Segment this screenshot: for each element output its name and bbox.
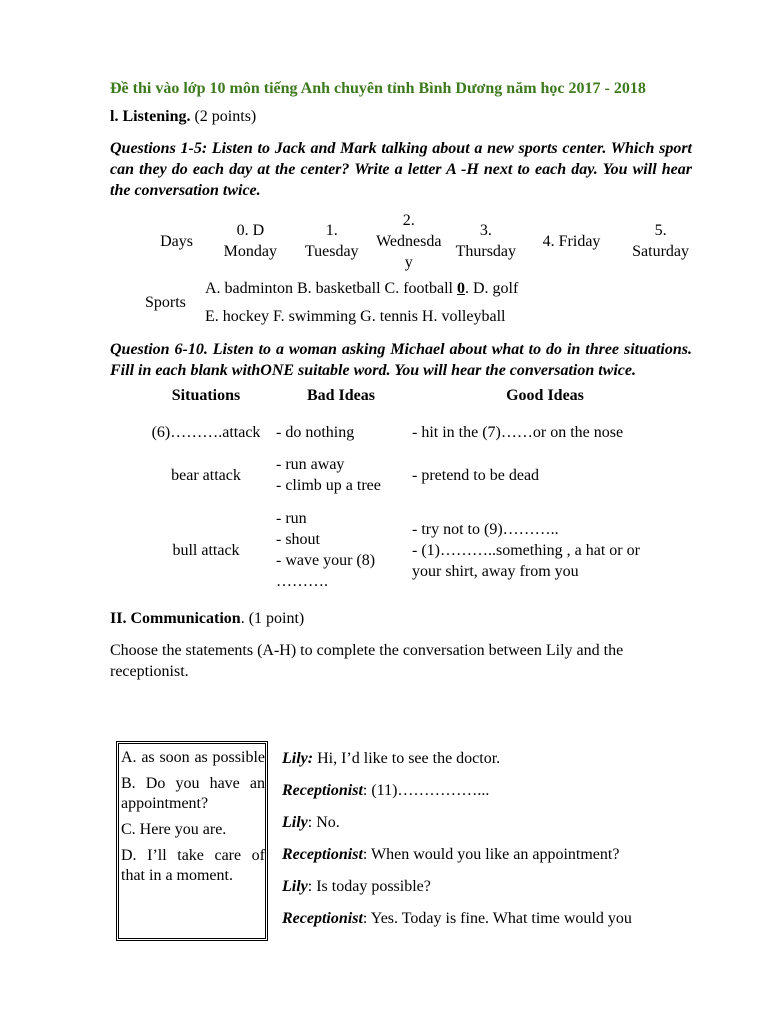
section-listening-heading: l. Listening. (2 points) [110,108,257,125]
good-ideas-cell: - try not to (9)……….. - (1)………..something , a hat or or your shirt, away from you [412,520,640,580]
situation-cell: bull attack [172,541,240,559]
bad-ideas-cell: - run away - climb up a tree [276,456,381,494]
sports-list: A. badminton B. basketball C. football 0. D. golf E. hockey F. swimming G. tennis H. volleyball [205,280,519,325]
dialog-line: Receptionist: When would you like an appointment? [282,846,620,863]
good-ideas-cell: - pretend to be dead [412,466,540,484]
header-good-ideas: Good Ideas [506,387,584,404]
situation-cell: (6)……….attack [151,423,261,441]
questions-6-10-instructions: Question 6-10. Listen to a woman asking Michael about what to do in three situations. Fill in each blank withONE suitable word. You will hear the conversation twice. [110,341,692,379]
day-cell: 0. D Monday [223,222,277,260]
sports-table [144,277,519,329]
section-communication-heading: II. Communication. (1 point) [110,610,305,627]
day-cell: 5. Saturday [632,222,689,260]
day-cell: 4. Friday [542,232,601,250]
dialog-line: Lily: No. [282,814,340,831]
day-cell: 3. Thursday [455,222,517,260]
option-c: C. Here you are. [121,821,227,838]
situations-table [140,385,680,598]
day-cell: 2. Wednesda y [376,211,442,271]
questions-1-5-instructions: Questions 1-5: Listen to Jack and Mark talking about a new sports center. Which sport can they do each day at the center? Write a letter A -H next to each day. You will hear the conversation twice. [110,140,692,199]
conversation [282,748,702,940]
option-b: B. Do you have an appointment? [121,775,265,812]
good-ideas-cell: - hit in the (7)……or on the nose [412,423,624,441]
exam-page [110,78,692,692]
dialog-line: Receptionist: Yes. Today is fine. What time would you [282,910,632,927]
header-situations: Situations [171,387,241,404]
sports-label: Sports [145,294,186,311]
option-a: A. as soon as possible [121,749,265,766]
day-cell: 1. Tuesday [304,222,359,260]
communication-instructions: Choose the statements (A-H) to complete the conversation between Lily and the receptionist. [110,642,624,680]
bad-ideas-cell: - run - shout - wave your (8) ………. [276,510,376,590]
option-d: D. I’ll take care of that in a moment. [121,847,265,884]
dialog-line: Lily: Hi, I’d like to see the doctor. [282,750,501,767]
days-label: Days [160,232,193,250]
days-table [144,209,704,273]
dialog-line: Lily: Is today possible? [282,878,431,895]
dialog-line: Receptionist: (11)……………... [282,782,490,799]
bad-ideas-cell: - do nothing [276,423,355,441]
situation-cell: bear attack [171,466,241,484]
exam-title: Đề thi vào lớp 10 môn tiếng Anh chuyên tỉnh Bình Dương năm học 2017 - 2018 [110,80,646,97]
header-bad-ideas: Bad Ideas [306,387,376,404]
options-box [116,741,268,941]
